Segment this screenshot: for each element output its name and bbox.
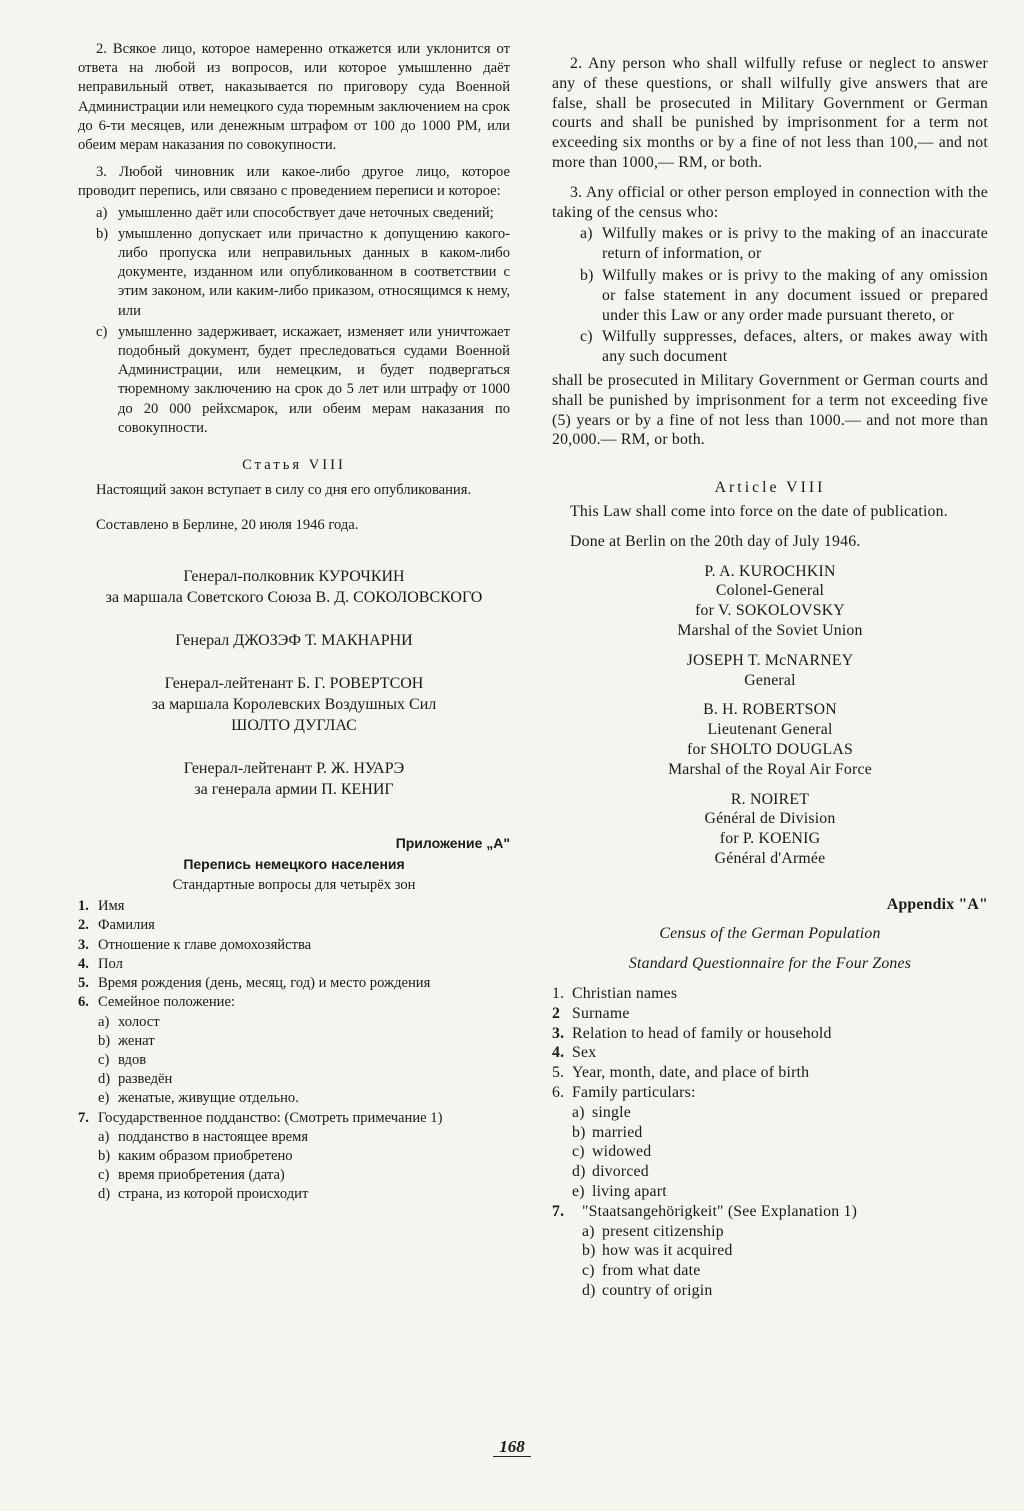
- ru-q7-options: [98, 1128, 510, 1205]
- list-item: 1. Имя: [78, 898, 125, 915]
- ru-questions: [78, 897, 510, 1204]
- list-item: b) женат: [98, 1032, 155, 1049]
- list-item: e) living apart: [572, 1183, 667, 1201]
- en-article-heading: Article VIII: [714, 479, 826, 497]
- en-paragraph-2: 2. Any person who shall wilfully refuse or neglect to answer any of these questions, or shall wilfully give answers that are false, shall be prosecuted in Military Government or German courts and shall be punished by imprisonment for a term not exceeding six months or by a fine of not less than 100,— and not more than 1000,— RM, or both.: [552, 55, 988, 171]
- en-paragraph-3-list: [552, 224, 988, 367]
- en-paragraph-3-tail: shall be prosecuted in Military Government or German courts and shall be punished by imprisonment for a term not exceeding five (5) years or by a fine of not less than 1000.— and not more than 20,000.— RM, or both.: [552, 371, 988, 449]
- en-article-text: This Law shall come into force on the date of publication.: [570, 502, 948, 520]
- list-item: a) single: [572, 1103, 631, 1121]
- list-item: c) Wilfully suppresses, defaces, alters, or makes away with any such document: [580, 328, 988, 366]
- ru-article-text: Настоящий закон вступает в силу со дня его опубликования.: [96, 482, 472, 499]
- list-item: e) женатые, живущие отдельно.: [98, 1090, 299, 1107]
- list-item: 3. Отношение к главе домохозяйства: [78, 936, 312, 953]
- ru-signatures: [78, 566, 510, 800]
- list-item: b) how was it acquired: [582, 1242, 733, 1260]
- list-item: 7. "Staatsangehörigkeit" (See Explanation 1) a) present citizenship b) how was it acquired c) from what date d) country of origin: [552, 1202, 988, 1301]
- list-item: b) каким образом приобретено: [98, 1147, 293, 1164]
- ru-census-title: Перепись немецкого населения: [183, 855, 405, 872]
- ru-signature-mcnarney: Генерал ДЖОЗЭФ Т. МАКНАРНИ: [175, 631, 413, 649]
- en-questions: [552, 984, 988, 1301]
- list-item: a) холост: [98, 1013, 160, 1030]
- list-item: 4. Sex: [552, 1044, 597, 1062]
- ru-appendix-heading: Приложение „А": [395, 834, 510, 851]
- en-q6-options: [572, 1103, 988, 1202]
- list-item: c) время приобретения (дата): [98, 1167, 285, 1184]
- en-census-title: Census of the German Population: [659, 925, 881, 943]
- list-item: c) widowed: [572, 1143, 652, 1161]
- ru-q6-options: [98, 1013, 510, 1109]
- en-appendix-heading: Appendix "A": [886, 895, 988, 913]
- page-number: 168: [0, 1437, 1024, 1457]
- list-item: b) married: [572, 1123, 643, 1141]
- list-item: 4. Пол: [78, 955, 123, 972]
- ru-questionnaire-title: Стандартные вопросы для четырёх зон: [172, 877, 416, 894]
- en-signature-noiret: R. NOIRET Général de Division for P. KOENIG Général d'Armée: [704, 790, 836, 867]
- ru-done-line: Составлено в Берлине, 20 июля 1946 года.: [96, 517, 359, 534]
- en-signature-kurochkin: P. A. KUROCHKIN Colonel-General for V. SOKOLOVSKY Marshal of the Soviet Union: [677, 562, 863, 639]
- list-item: 2 Surname: [552, 1004, 630, 1022]
- list-item: 5. Время рождения (день, месяц, год) и место рождения: [78, 975, 431, 992]
- list-item: a) умышленно даёт или способствует даче неточных сведений;: [96, 204, 494, 221]
- list-item: c) from what date: [582, 1262, 701, 1280]
- en-done-line: Done at Berlin on the 20th day of July 1946.: [570, 532, 861, 550]
- en-questionnaire-title: Standard Questionnaire for the Four Zones: [628, 955, 912, 973]
- list-item: a) подданство в настоящее время: [98, 1128, 309, 1145]
- en-signature-mcnarney: JOSEPH T. McNARNEY General: [686, 651, 854, 689]
- list-item: c) вдов: [98, 1051, 147, 1068]
- list-item: c) умышленно задерживает, искажает, изменяет или уничтожает подобный документ, будет преследоваться судами Военной Администрации, или немецким, и будет подвергаться тюремному заключению на срок до 5 лет или штрафу от 1000 до 20 000 рейхсмарок, или обеим мерам наказания по совокупности.: [96, 323, 510, 436]
- list-item: d) разведён: [98, 1071, 173, 1088]
- list-item: a) present citizenship: [582, 1222, 724, 1240]
- list-item: 5. Year, month, date, and place of birth: [552, 1064, 810, 1082]
- ru-article-heading: Статья VIII: [242, 457, 346, 474]
- list-item: 7. Государственное подданство: (Смотреть примечание 1) a) подданство в настоящее время b) каким образом приобретено c) время приобретения (дата) d) страна, из которой происходит: [78, 1109, 510, 1205]
- list-item: 3. Relation to head of family or household: [552, 1024, 832, 1042]
- list-item: 6. Семейное положение: a) холост b) женат c) вдов d) разведён e) женатые, живущие отдельно.: [78, 993, 510, 1108]
- ru-paragraph-3-list: [78, 204, 510, 438]
- en-signature-robertson: B. H. ROBERTSON Lieutenant General for SHOLTO DOUGLAS Marshal of the Royal Air Force: [668, 701, 872, 778]
- list-item: 1. Christian names: [552, 985, 678, 1003]
- en-paragraph-3: 3. Any official or other person employed in connection with the taking of the census who:: [552, 183, 988, 221]
- ru-paragraph-2: 2. Всякое лицо, которое намеренно откажется или уклонится от ответа на любой из вопросов, или которое умышленно даёт неправильный ответ, наказывается по приговору суда Военной Администрации или немецкого суда тюремным заключением на срок до 6-ти месяцев, или денежным штрафом от 100 до 1000 РМ, или обеим мерам наказания по совокупности.: [78, 41, 510, 154]
- list-item: a) Wilfully makes or is privy to the making of an inaccurate return of information, or: [580, 225, 988, 263]
- en-signatures: [552, 562, 988, 869]
- list-item: 6. Family particulars: a) single b) married c) widowed d) divorced e) living apart: [552, 1083, 988, 1202]
- english-column: [552, 40, 988, 1301]
- list-item: b) умышленно допускает или причастно к допущению какого-либо пропуска или неправильных данных в каком-либо документе, изданном или опубликованном в соответствии с этим законом, или каким-либо приказом, относящимся к нему, или: [96, 225, 510, 319]
- en-q7-options: [582, 1222, 988, 1301]
- russian-column: [78, 40, 510, 1205]
- list-item: d) country of origin: [582, 1282, 713, 1300]
- ru-paragraph-3: 3. Любой чиновник или какое-либо другое лицо, которое проводит перепись, или связано с проведением переписи и которое:: [78, 164, 510, 200]
- list-item: d) страна, из которой происходит: [98, 1186, 309, 1203]
- list-item: 2. Фамилия: [78, 917, 155, 934]
- list-item: d) divorced: [572, 1163, 649, 1181]
- ru-signature-noiret: Генерал-лейтенант Р. Ж. НУАРЭ за генерала армии П. КЕНИГ: [183, 759, 405, 798]
- ru-signature-kurochkin: Генерал-полковник КУРОЧКИН за маршала Советского Союза В. Д. СОКОЛОВСКОГО: [105, 567, 483, 606]
- list-item: b) Wilfully makes or is privy to the making of any omission or false statement in any document issued or prepared under this Law or any order made pursuant thereto, or: [580, 266, 988, 324]
- ru-signature-robertson: Генерал-лейтенант Б. Г. РОВЕРТСОН за маршала Королевских Воздушных Сил ШОЛТО ДУГЛАС: [151, 674, 437, 734]
